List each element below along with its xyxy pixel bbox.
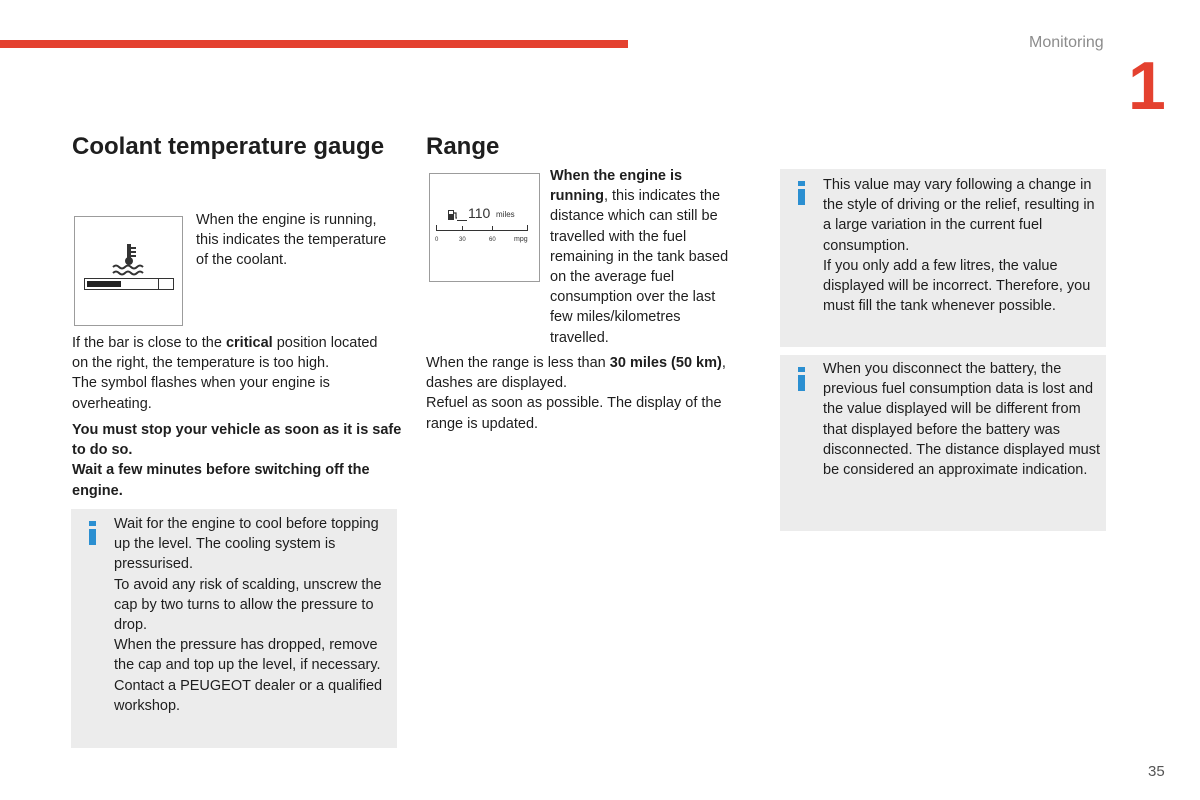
info-icon — [797, 367, 806, 391]
note-paragraph: Contact a PEUGEOT dealer or a qualified workshop. — [114, 677, 383, 714]
thermometer-icon — [109, 242, 149, 278]
consumption-scale-bar — [436, 225, 528, 231]
range-info-note-2 — [780, 355, 1106, 531]
range-intro: When the engine is running, this indicates the distance which can still be travelled with the fuel remaining in the tank based on the average fuel consumption over the last few miles/kilometres travelled. — [550, 168, 729, 346]
coolant-intro: When the engine is running, this indicates the temperature of the coolant. — [196, 212, 387, 269]
range-title: Range — [426, 133, 500, 160]
section-label: Monitoring — [1029, 34, 1104, 51]
range-dash-line — [457, 220, 467, 221]
coolant-info-note — [71, 509, 397, 748]
coolant-gauge-figure — [74, 216, 183, 326]
scale-tick-label: 60 — [489, 237, 496, 243]
header-accent-bar — [0, 40, 628, 48]
range-unit: miles — [496, 210, 515, 219]
scale-tick-label: 30 — [459, 237, 466, 243]
coolant-gauge-bar — [84, 278, 174, 290]
note-paragraph: Wait for the engine to cool before topping up the level. The cooling system is pressurised. — [114, 516, 379, 573]
note-paragraph: If you only add a few litres, the value displayed will be incorrect. Therefore, you must fill the tank whenever possible. — [823, 257, 1091, 315]
page-number: 35 — [1148, 763, 1165, 780]
coolant-warning-text: You must stop your vehicle as soon as it is safe to do so. Wait a few minutes before switching off the engine. — [72, 422, 402, 499]
note-paragraph: To avoid any risk of scalding, unscrew the cap by two turns to allow the pressure to drop. — [114, 576, 382, 634]
coolant-gauge-critical-mark — [158, 279, 159, 289]
range-info-note-1 — [780, 169, 1106, 347]
scale-tick-label: 0 — [435, 237, 439, 243]
info-icon — [88, 521, 97, 545]
note-paragraph: This value may vary following a change in the style of driving or the relief, resulting in a large variation in the current fuel consumption. — [823, 177, 1095, 254]
note-paragraph: When the pressure has dropped, remove the cap and top up the level, if necessary. — [114, 637, 381, 674]
range-low-text: When the range is less than 30 miles (50 km), dashes are displayed. Refuel as soon as possible. The display of the range is updated. — [426, 355, 726, 432]
chapter-number: 1 — [1128, 48, 1166, 124]
range-display-figure — [429, 173, 540, 282]
coolant-title: Coolant temperature gauge — [72, 133, 385, 160]
coolant-critical-text: If the bar is close to the critical position located on the right, the temperature is too high. The symbol flashes when your engine is overheating. — [72, 335, 378, 412]
range-value: 110 — [468, 205, 491, 221]
scale-unit: mpg — [514, 236, 528, 243]
info-icon — [797, 181, 806, 205]
note-paragraph: When you disconnect the battery, the previous fuel consumption data is lost and the value displayed will be different from that displayed before the battery was disconnected. The distance displayed must be considered an approximate indication. — [823, 361, 1101, 479]
coolant-gauge-fill — [87, 281, 121, 287]
